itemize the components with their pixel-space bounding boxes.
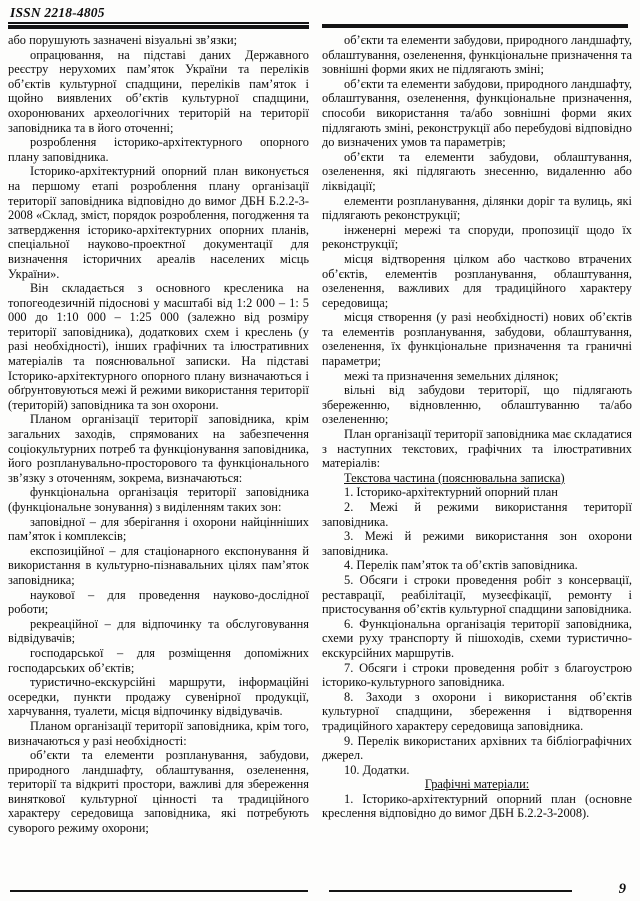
- paragraph: Планом організації території заповідника, крім загальних заходів, спрямованих на забезпечення соціокультурних потреб та функціонування заповідника, його розпланувально-просторового та функціонального зв’язку з оточенням, зокрема, визначаються:: [8, 412, 309, 485]
- right-column: [322, 33, 632, 878]
- paragraph: елементи розпланування, ділянки доріг та вулиць, які підлягають реконструкції;: [322, 193, 632, 223]
- paragraph: рекреаційної – для відпочинку та обслуговування відвідувачів;: [8, 616, 309, 646]
- header-rule-left: [8, 25, 309, 29]
- paragraph: об’єкти та елементи забудови, природного ландшафту, облаштування, озеленення, функціональне призначення та зовнішні форми яких не підлягають зміні;: [322, 33, 632, 77]
- paragraph: або порушують зазначені візуальні зв’язки;: [8, 33, 238, 47]
- paragraph: Текстова частина (пояснювальна записка): [344, 470, 565, 485]
- paragraph: об’єкти та елементи забудови, облаштування, озеленення, які підлягають знесенню, видаленню або ліквідації;: [322, 149, 632, 193]
- paragraph: місця відтворення цілком або частково втрачених об’єктів, елементів розпланування, облаштування, озеленення, важливих для традиційного характеру середовища;: [322, 251, 632, 310]
- paragraph: інженерні мережі та споруди, пропозиції щодо їх реконструкції;: [322, 222, 632, 252]
- paragraph: 8. Заходи з охорони і використання об’єктів культурної спадщини, збереження і відтворення традиційного характеру середовища заповідника.: [322, 689, 632, 733]
- paragraph: вільні від забудови території, що підлягають збереженню, відновленню, облаштуванню та/або озелененню;: [322, 383, 632, 427]
- header-rule-right: [322, 24, 628, 28]
- paragraph: об’єкти та елементи забудови, природного ландшафту, облаштування, озеленення, функціональне призначення, способи використання та/або зовнішні форми яких підлягають зміні, реконструкції або перебудові відповідно до визначених умов та параметрів;: [322, 76, 632, 150]
- page-number: 9: [618, 881, 626, 897]
- footer-rule-left: [10, 890, 308, 892]
- paragraph: об’єкти та елементи розпланування, забудови, природного ландшафту, облаштування, озеленення, території та відкриті простори, важливі для збереження виняткової культурної цінності та традиційного характеру середовища заповідника, які потребують суворого режиму охорони;: [8, 748, 309, 836]
- paragraph: туристично-екскурсійні маршрути, інформаційні осередки, пункти продажу сувенірної продукції, харчування, туалети, місця відпочинку відвідувачів.: [8, 675, 309, 719]
- paragraph: 5. Обсяги і строки проведення робіт з консервації, реставрації, реабілітації, музеєфікації, ремонту і пристосування об’єктів культурної спадщини заповідника.: [322, 572, 632, 617]
- paragraph: наукової – для проведення науково-дослідної роботи;: [8, 587, 309, 617]
- footer-rule-right: [329, 890, 572, 892]
- paragraph: Він складається з основного кресленика на топогеодезичній підоснові у масштабі від 1:2 000 – 1: 5 000 до 1:10 000 – 1:25 000 (залежно від розміру території заповідника), додаткових схем і креслень (у разі необхідності), інших графічних та ілюстративних матеріалів та пояснювальної записки. На підставі Історико-архітектурного опорного плану визначаються і обґрунтовуються межі й режими використання території (територій) заповідника та зон охорони.: [8, 281, 309, 412]
- paragraph: господарської – для розміщення допоміжних господарських об’єктів;: [8, 645, 309, 675]
- paragraph: 3. Межі й режими використання зон охорони заповідника.: [322, 529, 632, 558]
- paragraph: Історико-архітектурний опорний план виконується на першому етапі розроблення плану організації території заповідника відповідно до вимог ДБН Б.2.2-3-2008 «Склад, зміст, порядок розроблення, погодження та затвердження історико-архітектурних опорних планів, спеціальної науково-проектної документації для визначення історичних ареалів населених місць України».: [8, 164, 309, 281]
- header-thin-rule: [8, 22, 309, 24]
- paragraph: 1. Історико-архітектурний опорний план: [344, 485, 558, 500]
- paragraph: межі та призначення земельних ділянок;: [344, 368, 559, 383]
- paragraph: План організації території заповідника має складатися з наступних текстових, графічних та ілюстративних матеріалів:: [322, 427, 632, 471]
- paragraph: 2. Межі й режими використання території заповідника.: [322, 500, 632, 529]
- paragraph: функціональна організація території заповідника (функціональне зонування) з виділенням таких зон:: [8, 485, 309, 514]
- paragraph: заповідної – для зберігання і охорони найцінніших пам’яток і комплексів;: [8, 514, 309, 544]
- paragraph: Планом організації території заповідника, крім того, визначаються у разі необхідності:: [8, 718, 309, 748]
- paragraph: 6. Функціональна організація території заповідника, схеми руху транспорту й пішоходів, схеми туристично-екскурсійних маршрутів.: [322, 616, 632, 660]
- paragraph: експозиційної – для стаціонарного експонування й використання в культурно-пізнавальних цілях пам’яток заповідника;: [8, 543, 309, 587]
- paragraph: 4. Перелік пам’яток та об’єктів заповідника.: [344, 558, 578, 573]
- paragraph: 1. Історико-архітектурний опорний план (основне креслення відповідно до вимог ДБН Б.2.2-3-2008).: [322, 791, 632, 821]
- left-column: [8, 33, 309, 878]
- paragraph: 7. Обсяги і строки проведення робіт з благоустрою історико-культурного заповідника.: [322, 660, 632, 690]
- paragraph: опрацювання, на підставі даних Державного реєстру нерухомих пам’яток України та переліків об’єктів культурної спадщини, переліків пам’яток і щойно виявлених об’єктів культурної спадщини, охоронюваних археологічних територій на території заповідника та в його оточенні;: [8, 47, 309, 135]
- paragraph: місця створення (у разі необхідності) нових об’єктів та елементів розпланування, забудови, облаштування, озеленення, їх функціональне призначення та граничні параметри;: [322, 310, 632, 369]
- paragraph: 9. Перелік використаних архівних та бібліографічних джерел.: [322, 733, 632, 763]
- paragraph: Графічні матеріали:: [424, 777, 530, 792]
- paragraph: розроблення історико-архітектурного опорного плану заповідника.: [8, 135, 309, 164]
- issn-label: ISSN 2218-4805: [10, 5, 105, 20]
- paragraph: 10. Додатки.: [344, 762, 410, 777]
